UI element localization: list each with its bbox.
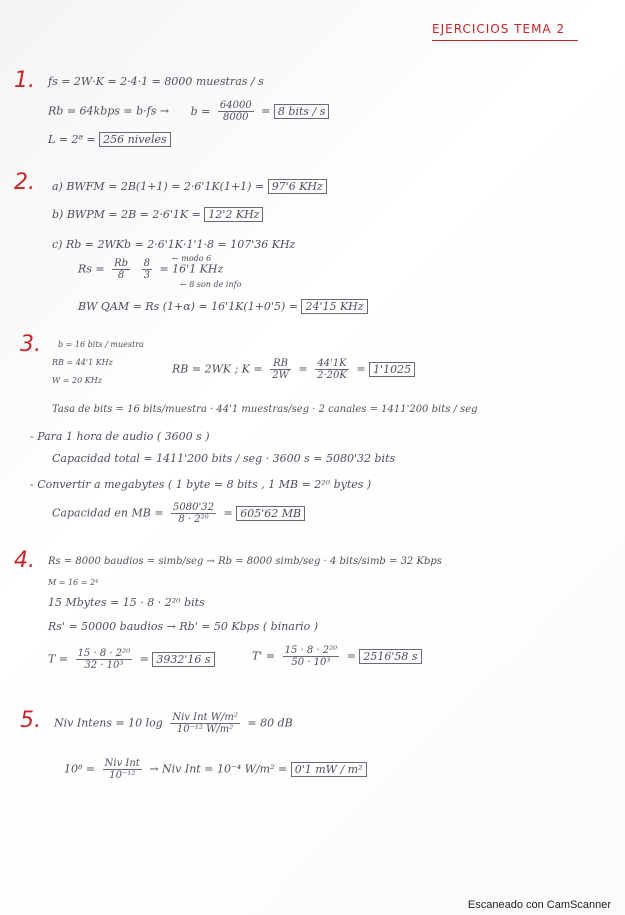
ex4-line-1: Rs = 8000 baudios = simb/seg → Rb = 8000 simb/seg · 4 bits/simb = 32 Kbps	[48, 556, 442, 567]
ex4-t-equation	[48, 648, 215, 671]
ex3-mb-result: 605'62 MB	[236, 506, 305, 521]
ex4-t2-equals: =	[346, 649, 356, 663]
ex2-c-note-2: ← 8 son de info	[180, 280, 242, 289]
ex5-line-1-denominator: 10⁻¹² W/m²	[176, 724, 234, 735]
ex3-bitrate-line: Tasa de bits = 16 bits/muestra · 44'1 muestras/seg · 2 canales = 1411'200 bits / seg	[52, 404, 478, 415]
exercise-4-number: 4.	[14, 548, 35, 573]
ex3-hour-line: - Para 1 hora de audio ( 3600 s )	[30, 430, 210, 443]
ex4-t-equals: =	[139, 652, 149, 666]
ex4-t2-label: T' =	[252, 649, 276, 663]
ex2-c-line-1: c) Rb = 2WKb = 2·6'1K·1'1·8 = 107'36 KHz	[52, 238, 296, 251]
ex2-a-text: a) BWFM = 2B(1+1) = 2·6'1K(1+1) =	[52, 180, 265, 193]
ex3-given-2: RB = 44'1 KHz	[52, 358, 113, 367]
ex2-b-result: 12'2 KHz	[204, 207, 263, 222]
ex4-line-2: M = 16 = 2⁴	[48, 578, 99, 587]
ex2-b-text: b) BWPM = 2B = 2·6'1K =	[52, 208, 201, 221]
ex1-b-label: b =	[190, 104, 211, 118]
ex3-mb-numerator: 5080'32	[173, 502, 214, 513]
exercise-3-number: 3.	[20, 332, 41, 357]
ex4-t-result: 3932'16 s	[152, 652, 214, 667]
ex2-c-fraction-2-den: 3	[143, 270, 150, 281]
ex3-convert-line: - Convertir a megabytes ( 1 byte = 8 bits , 1 MB = 2²⁰ bytes )	[30, 478, 372, 491]
ex5-line-2	[64, 758, 367, 781]
ex2-c-fraction-1-den: 8	[117, 270, 125, 281]
scanner-watermark: Escaneado con CamScanner	[467, 899, 611, 911]
ex3-k-fraction-2-num: 44'1K	[315, 358, 349, 370]
ex3-k-fraction-1-den: 2W	[272, 370, 289, 381]
title-underline	[432, 40, 578, 41]
ex5-line-1-result: = 80 dB	[247, 716, 293, 730]
ex3-k-fraction-1	[270, 358, 291, 381]
ex2-c-note-1: ← modo 6	[172, 254, 212, 263]
ex5-line-2-numerator: Niv Int	[104, 758, 140, 769]
ex2-c-line-3	[78, 300, 368, 313]
ex3-k-fraction-1-num: RB	[270, 358, 291, 370]
ex3-k-equals-1: =	[298, 362, 308, 376]
ex5-line-1	[54, 712, 293, 735]
ex2-c-result: 24'15 KHz	[301, 299, 367, 314]
ex1-b-result: 8 bits / s	[274, 104, 329, 119]
ex4-t2-result: 2516'58 s	[359, 649, 421, 664]
ex4-t2-equation	[252, 645, 422, 668]
ex4-line-4: Rs' = 50000 baudios → Rb' = 50 Kbps ( binario )	[48, 620, 319, 633]
ex3-given-3: W = 20 KHz	[52, 376, 102, 385]
ex1-b-denominator: 8000	[223, 112, 249, 123]
ex4-t-fraction	[76, 648, 133, 671]
ex5-line-2-text: 10⁸ =	[64, 762, 96, 776]
ex3-k-equation	[172, 358, 415, 381]
ex5-line-2-text-b: → Niv Int = 10⁻⁴ W/m² =	[149, 762, 288, 776]
page-title: EJERCICIOS TEMA 2	[432, 22, 566, 36]
ex5-line-2-denominator: 10⁻¹²	[109, 770, 136, 781]
ex2-c-fraction-2	[142, 258, 152, 281]
ex4-line-3: 15 Mbytes = 15 · 8 · 2²⁰ bits	[48, 596, 205, 609]
ex2-a	[52, 180, 327, 193]
ex4-t-numerator: 15 · 8 · 2²⁰	[77, 648, 131, 659]
ex3-k-text: RB = 2WK ; K =	[172, 362, 263, 376]
ex4-t2-denominator: 50 · 10³	[291, 657, 331, 668]
ex1-line-3-text: L = 2⁸ =	[48, 133, 96, 146]
ex2-a-result: 97'6 KHz	[268, 179, 327, 194]
ex3-mb-line	[52, 502, 305, 525]
exercise-1-number: 1.	[14, 68, 35, 93]
ex5-result: 0'1 mW / m²	[291, 762, 367, 777]
ex1-line-3	[48, 133, 171, 146]
ex3-k-result: 1'1025	[369, 362, 415, 377]
ex3-given-1: b = 16 bits / muestra	[58, 340, 144, 349]
ex1-levels-result: 256 niveles	[99, 132, 171, 147]
ex1-b-fraction	[218, 100, 254, 123]
ex3-k-fraction-2-den: 2·20K	[317, 370, 347, 381]
ex2-c-fraction-1	[112, 258, 130, 281]
ex1-line-2: Rb = 64kbps = b·fs → b = $\frac{64000}{8000}$ = 8 bits / s	[48, 100, 329, 123]
ex2-b	[52, 208, 263, 221]
ex5-line-2-fraction	[103, 758, 142, 781]
ex3-k-fraction-2	[315, 358, 349, 381]
ex1-line-2-text: Rb = 64kbps = b·fs →	[48, 104, 170, 118]
ex3-mb-denominator: 8 · 2²⁰	[178, 514, 209, 525]
ex4-t-denominator: 32 · 10³	[84, 660, 124, 671]
ex5-line-1-text: Niv Intens = 10 log	[54, 716, 163, 730]
ex5-line-1-numerator: Niv Int W/m²	[172, 712, 238, 723]
ex2-c-rs-label: Rs =	[78, 262, 105, 276]
exercise-5-number: 5.	[20, 708, 41, 733]
ex2-c-rs-result: = 16'1 KHz	[159, 262, 224, 276]
ex1-b-numerator: 64000	[219, 100, 252, 111]
ex3-mb-equals: =	[223, 506, 233, 520]
ex1-line-1: fs = 2W·K = 2·4·1 = 8000 muestras / s	[48, 75, 264, 88]
ex3-capacity-line: Capacidad total = 1411'200 bits / seg · 3600 s = 5080'32 bits	[52, 452, 396, 465]
ex4-t-label: T =	[48, 652, 69, 666]
ex2-c-fraction-2-num: 8	[143, 258, 150, 269]
ex3-k-equals-2: =	[356, 362, 366, 376]
ex4-t2-fraction	[283, 645, 340, 668]
ex4-t2-numerator: 15 · 8 · 2²⁰	[284, 645, 338, 656]
ex3-mb-text: Capacidad en MB =	[52, 506, 164, 520]
ex2-c-fraction-1-num: Rb	[114, 258, 129, 269]
ex5-line-1-fraction	[170, 712, 240, 735]
exercise-2-number: 2.	[14, 170, 35, 195]
ex2-c-line-3-text: BW QAM = Rs (1+α) = 16'1K(1+0'5) =	[78, 300, 298, 313]
ex3-mb-fraction	[171, 502, 216, 525]
